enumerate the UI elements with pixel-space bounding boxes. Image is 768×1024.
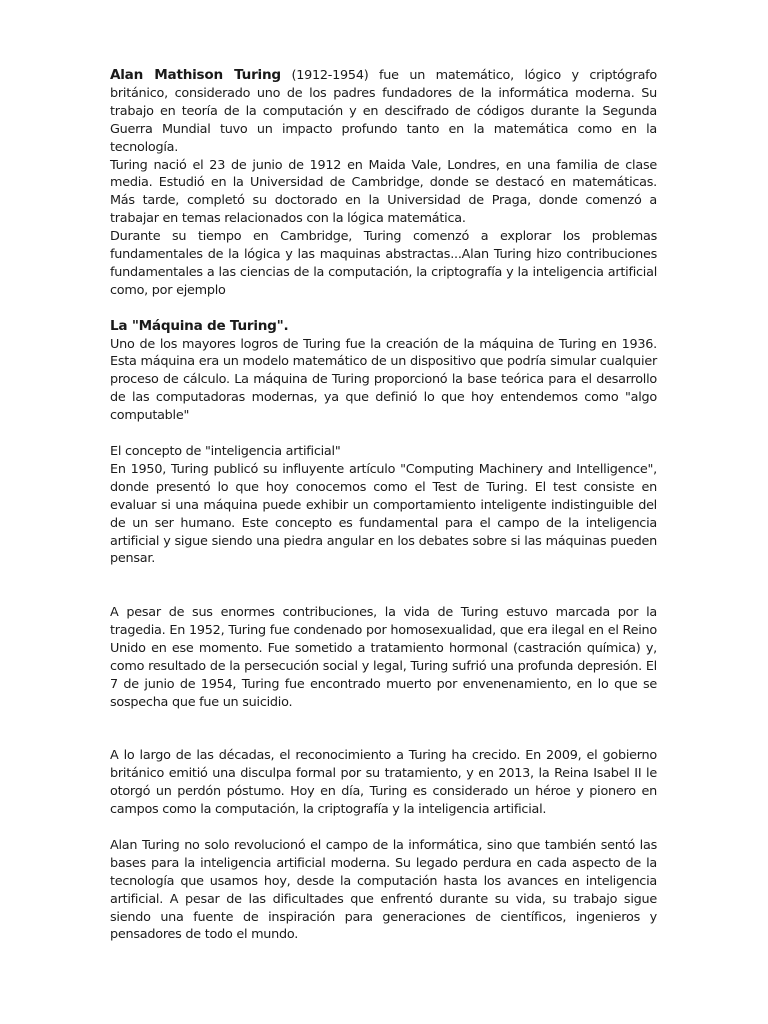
- turing-machine-paragraph: Uno de los mayores logros de Turing fue la creación de la máquina de Turing en 1936. Esta máquina era un modelo matemático de un dispositivo que podría simular cualquier proceso de cálculo. La máquina de Turing proporcionó la base teórica para el desarrollo de las computadoras modernas, ya que definió lo que hoy entendemos como "algo computable": [110, 336, 657, 424]
- cambridge-paragraph: Durante su tiempo en Cambridge, Turing comenzó a explorar los problemas fundamentales de la lógica y las maquinas abstractas...Alan Turing hizo contribuciones fundamentales a las ciencias de la computación, la criptografía y la inteligencia artificial como, por ejemplo: [110, 229, 657, 298]
- turing-machine-heading: La "Máquina de Turing".: [110, 317, 289, 334]
- biography-paragraph: Turing nació el 23 de junio de 1912 en Maida Vale, Londres, en una familia de clase media. Estudió en la Universidad de Cambridge, donde se destacó en matemáticas. Más tarde, completó su doctorado en la Universidad de Praga, donde comenzó a trabajar en temas relacionados con la lógica matemática.: [110, 157, 657, 227]
- tragedy-paragraph: A pesar de sus enormes contribuciones, la vida de Turing estuvo marcada por la tragedia. En 1952, Turing fue condenado por homosexualidad, que era ilegal en el Reino Unido en ese momento. Fue sometido a tratamiento hormonal (castración química) y, como resultado de la persecución social y legal, Turing sufrió una profunda depresión. El 7 de junio de 1954, Turing fue encontrado muerto por envenenamiento, en lo que se sospecha que fue un suicidio.: [110, 605, 657, 710]
- paragraph-gap: [110, 712, 657, 748]
- intro-paragraph: [110, 67, 657, 157]
- recognition-paragraph: A lo largo de las décadas, el reconocimiento a Turing ha crecido. En 2009, el gobierno británico emitió una disculpa formal por su tratamiento, y en 2013, la Reina Isabel II le otorgó un perdón póstumo. Hoy en día, Turing es considerado un héroe y pionero en campos como la computación, la criptografía y la inteligencia artificial.: [110, 748, 657, 818]
- paragraph-gap: [110, 425, 657, 443]
- paragraph-gap: [110, 568, 657, 604]
- ai-concept-paragraph: En 1950, Turing publicó su influyente artículo "Computing Machinery and Intelligence", donde presentó lo que hoy conocemos como el Test de Turing. El test consiste en evaluar si una máquina puede exhibir un comportamiento inteligente indistinguible del de un ser humano. Este concepto es fundamental para el campo de la inteligencia artificial y sigue siendo una piedra angular en los debates sobre si las máquinas pueden pensar.: [110, 461, 657, 567]
- paragraph-gap: [110, 300, 657, 318]
- paragraph-gap: [110, 819, 657, 837]
- document-page: [110, 67, 657, 944]
- ai-concept-heading: El concepto de "inteligencia artificial": [110, 444, 341, 459]
- intro-text: (1912-1954) fue un matemático, lógico y criptógrafo británico, considerado uno de los padres fundadores de la informática moderna. Su trabajo en teoría de la computación y en descifrado de códigos durante la Segunda Guerra Mundial tuvo un impacto profundo tanto en la matemática como en la tecnología.: [110, 68, 657, 155]
- legacy-paragraph: Alan Turing no solo revolucionó el campo de la informática, sino que también sentó las bases para la inteligencia artificial moderna. Su legado perdura en cada aspecto de la tecnología que usamos hoy, desde la computación hasta los avances en inteligencia artificial. A pesar de las dificultades que enfrentó durante su vida, su trabajo sigue siendo una fuente de inspiración para generaciones de científicos, ingenieros y pensadores de todo el mundo.: [110, 837, 657, 943]
- subject-name: Alan Mathison Turing: [110, 67, 281, 83]
